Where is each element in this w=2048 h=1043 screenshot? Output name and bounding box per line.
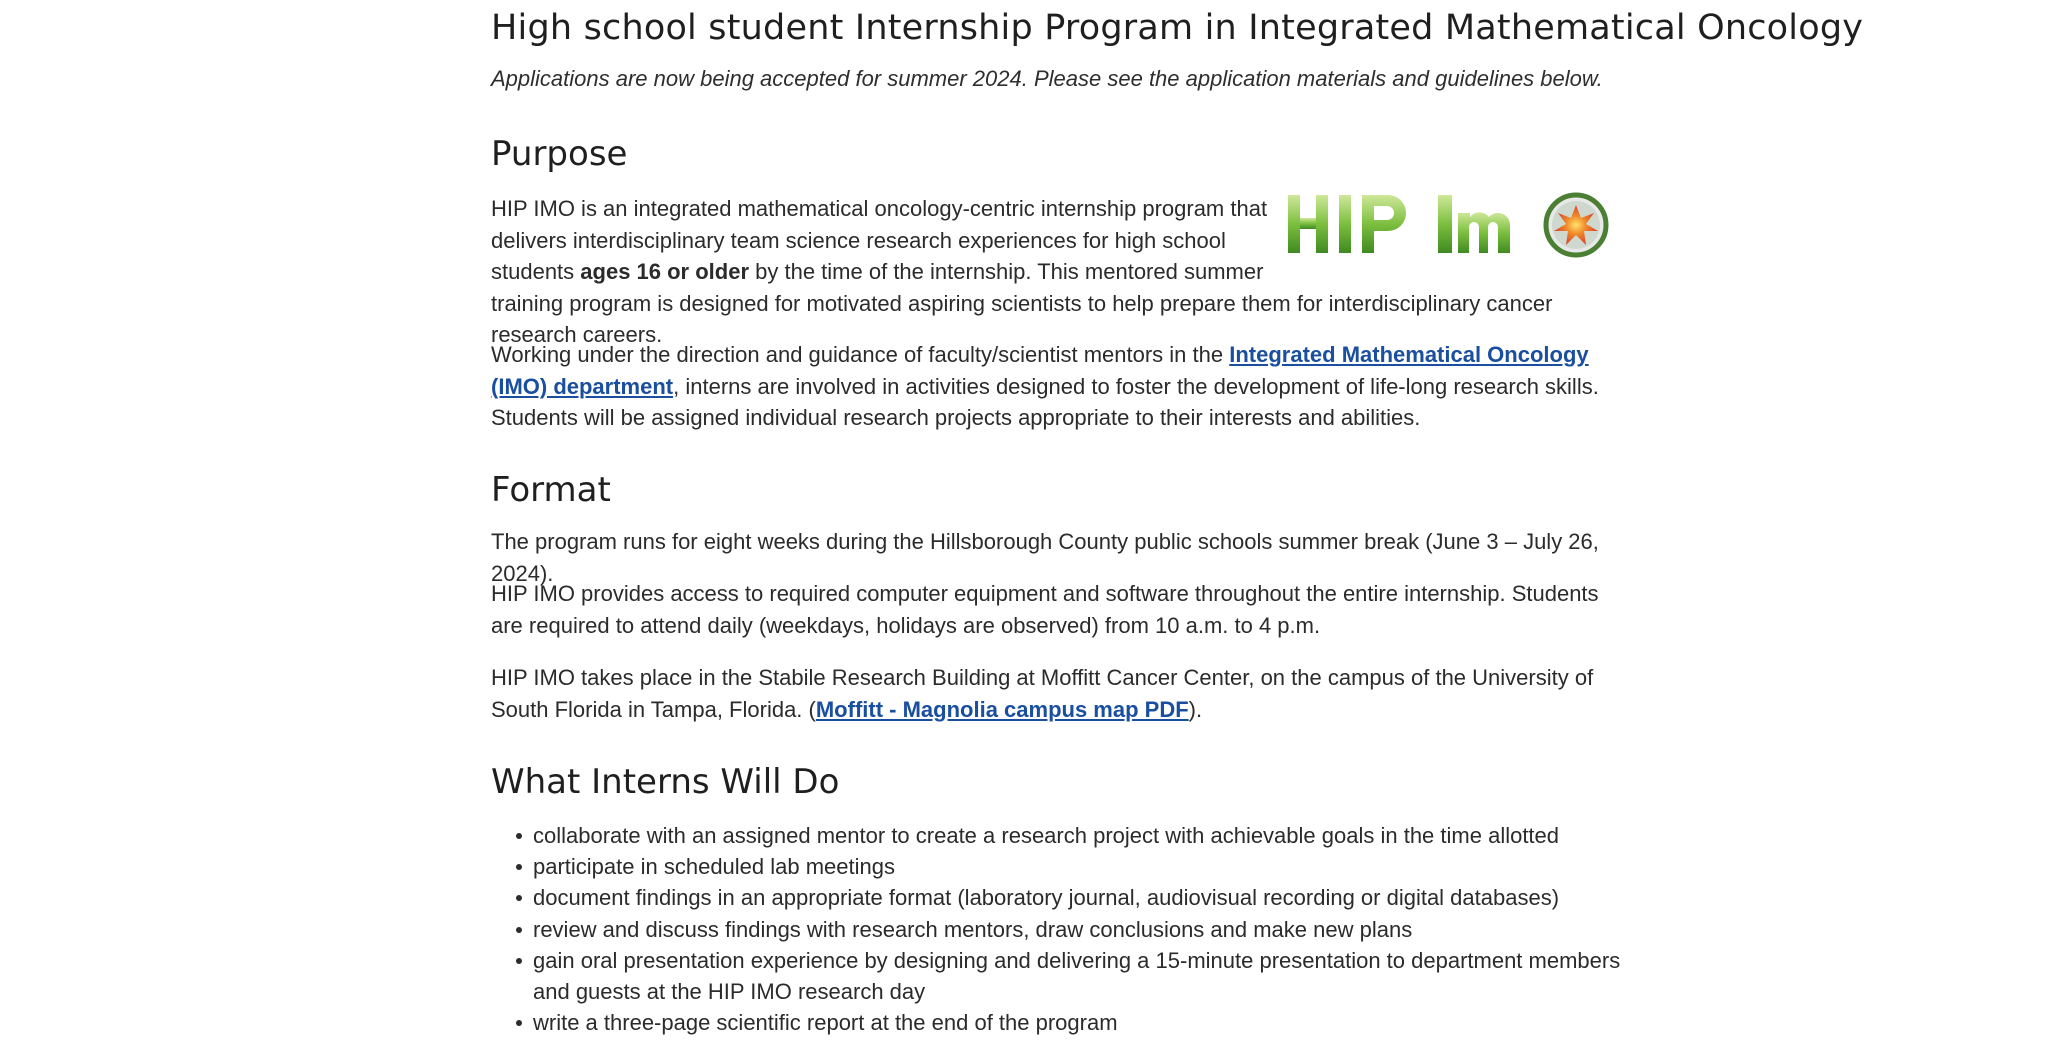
format-heading: Format	[491, 470, 611, 510]
list-item: collaborate with an assigned mentor to create a research project with achievable goals in the time allotted	[533, 820, 1623, 851]
list-item: write a three-page scientific report at the end of the program	[533, 1007, 1623, 1038]
list-item: gain oral presentation experience by designing and delivering a 15-minute presentation to department members and guests at the HIP IMO research day	[533, 945, 1623, 1007]
imo-department-link[interactable]: Integrated Mathematical Oncology (IMO) department	[491, 342, 1589, 399]
list-item: review and discuss findings with research mentors, draw conclusions and make new plans	[533, 914, 1623, 945]
list-item: document findings in an appropriate format (laboratory journal, audiovisual recording or digital databases)	[533, 882, 1623, 913]
format-paragraph-2: HIP IMO provides access to required computer equipment and software throughout the entire internship. Students are required to attend daily (weekdays, holidays are observed) from 10 a.m. to 4 p.m.	[491, 581, 1599, 638]
purpose-paragraph-2: Working under the direction and guidance of faculty/scientist mentors in the Integrated Mathematical Oncology (IMO) department, interns are involved in activities designed to foster the development of life-long research skills. Students will be assigned individual research projects appropriate to their interests and abilities.	[491, 342, 1599, 430]
list-item: participate in scheduled lab meetings	[533, 851, 1623, 882]
format-paragraph-1: The program runs for eight weeks during the Hillsborough County public schools summer break (June 3 – July 26, 2024).	[491, 529, 1599, 586]
intro-text: Applications are now being accepted for summer 2024. Please see the application materials and guidelines below.	[491, 66, 1603, 91]
campus-map-link[interactable]: Moffitt - Magnolia campus map PDF	[815, 696, 1189, 722]
format-paragraph-3: HIP IMO takes place in the Stabile Research Building at Moffitt Cancer Center, on the campus of the University of South Florida in Tampa, Florida. (Moffitt - Magnolia campus map PDF).	[491, 665, 1594, 722]
hip-imo-logo	[1286, 191, 1616, 259]
purpose-paragraph-1: HIP IMO is an integrated mathematical oncology-centric internship program that delivers interdisciplinary team science research experiences for high school students ages 16 or older by the time of the internship. This mentored summer training program is designed for motivated aspiring scientists to help prepare them for interdisciplinary cancer research careers.	[491, 193, 1601, 351]
tasks-list	[533, 820, 1623, 1038]
purpose-heading: Purpose	[491, 134, 628, 174]
tasks-heading: What Interns Will Do	[491, 762, 840, 802]
page-title: High school student Internship Program in Integrated Mathematical Oncology	[491, 8, 1864, 48]
